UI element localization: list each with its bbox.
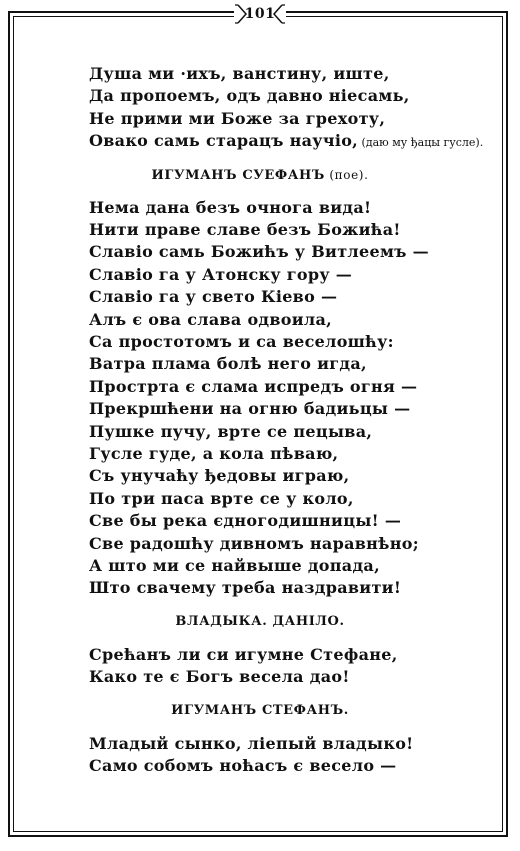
verse-line (89, 376, 417, 398)
verse-text: Не прими ми Боже за грехоту, (89, 108, 386, 128)
verse-line (89, 353, 367, 375)
verse-line (89, 264, 352, 286)
verse-text: Да пропоемъ, одъ давно нiесамь, (89, 86, 410, 106)
verse-line (89, 197, 371, 219)
verse-text: По три паса врте се у коло, (89, 488, 354, 508)
verse-text: Нити праве славе безъ Божића! (89, 220, 401, 239)
stage-direction: (даю му ђацы гусле). (358, 136, 484, 150)
speaker-note: (пое). (324, 167, 369, 182)
verse-text: Алъ є ова слава одвоила, (89, 309, 333, 329)
verse-text: Прекршћени на огню бадиьцы — (89, 399, 411, 419)
verse-line (89, 755, 396, 777)
verse-line (89, 555, 380, 577)
verse-line (89, 63, 390, 85)
verse-text: Гусле гуде, а кола пѣваю, (89, 444, 339, 463)
verse-text: Што свачему треба наздравити! (89, 578, 402, 598)
verse-line (89, 85, 410, 107)
verse-text: Съ унучаћу ђедовы играю, (89, 466, 350, 486)
verse-line (89, 733, 414, 755)
verse-text: Све радошћу дивномъ наравнѣно; (89, 533, 419, 553)
verse-line (89, 644, 398, 666)
speaker-name: ИГУМАНЪ СУЕФАНЪ (151, 167, 325, 183)
verse-text: Како те є Богъ весела дао! (89, 667, 350, 687)
verse-line (89, 533, 419, 555)
verse-line (89, 130, 483, 154)
verse-text: Нема дана безъ очнога вида! (89, 197, 372, 217)
verse-text: Само собомъ ноћасъ є весело — (89, 756, 397, 775)
verse-text: Овако самь старацъ научiо, (89, 131, 359, 151)
verse-line (89, 398, 410, 420)
verse-line (89, 331, 394, 353)
speaker-name: ИГУМАНЪ СТЕФАНЪ. (171, 702, 349, 718)
verse-line (89, 577, 401, 599)
verse-text: Са простотомъ и са веселошћу: (89, 332, 394, 351)
verse-text: Ватра плама болѣ него игда, (89, 354, 367, 374)
verse-text: Душа ми ·ихъ, ванстину, иште, (89, 64, 390, 83)
verse-text: Младый сынко, лiепый владыко! (89, 733, 414, 753)
speaker-heading (0, 701, 520, 721)
verse-line (89, 465, 349, 487)
verse-line (89, 488, 354, 510)
speaker-heading (0, 612, 520, 632)
verse-text: А што ми се найвыше допада, (89, 556, 380, 575)
verse-text: Славiо самь Божићъ у Витлеемъ — (89, 242, 429, 262)
verse-text: Пушке пучу, врте се пецыва, (89, 421, 373, 441)
verse-text: Све бы река єдногодишницы! — (89, 511, 402, 531)
verse-text: Славiо га у свето Кiево — (89, 287, 338, 307)
verse-line (89, 108, 385, 130)
verse-line (89, 421, 372, 443)
verse-text: Славiо га у Атонску гору — (89, 264, 353, 284)
speaker-heading (0, 165, 520, 186)
verse-line (89, 219, 401, 241)
speaker-name: ВЛАДЫКА. ДАНIЛО. (175, 613, 345, 629)
verse-line (89, 309, 332, 331)
verse-line (89, 241, 429, 263)
verse-text: Срећанъ ли си игумне Стефане, (89, 644, 398, 664)
verse-line (89, 286, 337, 308)
verse-text: Прострта є слама испредъ огня — (89, 376, 418, 396)
verse-line (89, 510, 401, 532)
verse-line (89, 666, 350, 688)
page-number: 101 (244, 6, 276, 22)
verse-line (89, 443, 338, 465)
